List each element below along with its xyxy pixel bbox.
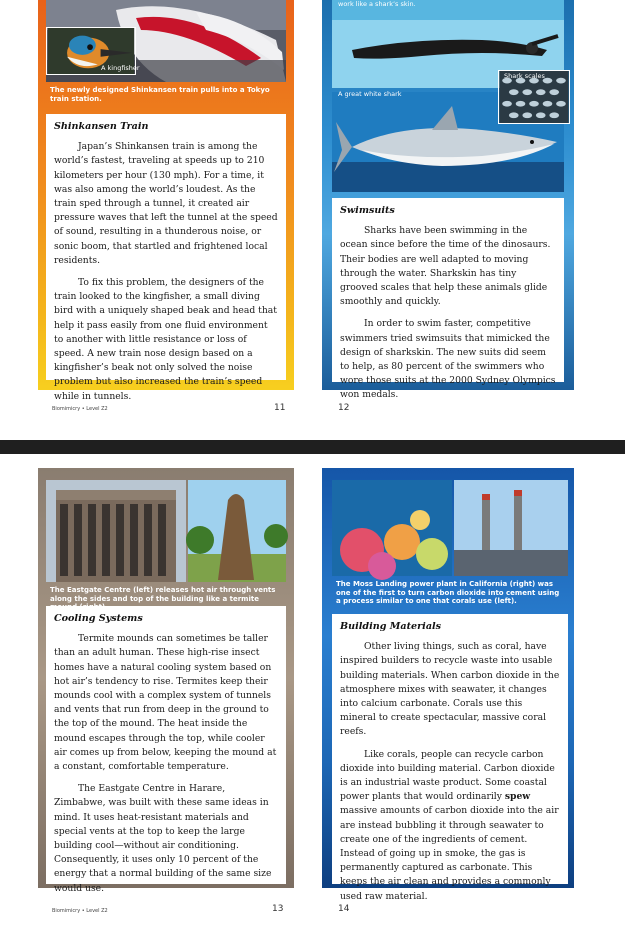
page-14-paragraph-2-start: Like corals, people can recycle carbon dioxide into building material. Carbon dioxide is an industrial waste product. Some coastal power plants that would ordinarily: [340, 748, 555, 803]
page-11-number: 11: [274, 403, 286, 413]
page-12: [322, 0, 574, 401]
page-13: [38, 468, 294, 894]
page-14-paragraph-2-end: massive amounts of carbon dioxide into the air are instead bubbling it through seawater to create one of the ingredients of cement. Instead of going up in smoke, the gas is permanently captured as carbonate. This keeps the air clean and provides a commonly used raw material.: [340, 805, 559, 902]
spread-divider: [0, 440, 625, 454]
page-11-heading: Shinkansen Train: [54, 121, 149, 132]
top-spread: [0, 0, 625, 440]
page-14-paragraph-2: [340, 748, 560, 904]
kingfisher-label: A kingfisher: [101, 64, 140, 72]
page-13-folio: Biomimicry • Level Z2: [52, 908, 108, 914]
page-12-paragraph-1: Sharks have been swimming in the ocean since before the time of the dinosaurs. Their bodies are well adapted to moving through the water. Sharkskin has tiny grooved scales that help these animals glide smoothly and quickly.: [340, 225, 551, 308]
page-13-text-block: [46, 606, 286, 894]
bottom-spread: [0, 454, 625, 935]
eastgate-centre-photo: [46, 480, 186, 582]
page-11-paragraph-2: To fix this problem, the designers of the train looked to the kingfisher, a small diving bird with a uniquely shaped beak and head that help it pass easily from one fluid environment to another with little resistance or loss of speed. A new train nose design based on a kingfisher’s beak not only solved the noise problem but also increased the train’s speed while in tunnels.: [54, 277, 277, 402]
vocabulary-word-spew: spew: [504, 791, 531, 803]
page-13-caption: The Eastgate Centre (left) releases hot air through vents along the sides and top of the building like a termite: [50, 586, 276, 603]
page-11: [38, 0, 294, 402]
page-12-paragraph-2: In order to swim faster, competitive swimmers tried swimsuits that mimicked the design of sharkskin. The new suits did seem to help, as 80 percent of the swimmers who wore those suits at the 2000 Sydney Olympics won medals.: [340, 318, 556, 401]
termite-mound-photo: [188, 480, 286, 582]
page-12-number: 12: [338, 403, 350, 413]
page-12-text-block: [332, 198, 564, 401]
page-11-paragraph-1: Japan’s Shinkansen train is among the world’s fastest, traveling at speeds up to 210 kilometers per hour (130 mph). For a time, it was also among the world’s loudest. As the train sped through a tunnel, it created air pressure waves that left the tunnel at the speed of sound, resulting in a thunderous noise, or sonic boom, that startled and frightened local residents.: [54, 141, 278, 266]
page-14-number: 14: [338, 904, 350, 914]
page-11-folio: Biomimicry • Level Z2: [52, 406, 108, 412]
page-14-text-block: [332, 614, 568, 902]
page-13-paragraph-1: Termite mounds can sometimes be taller than an adult human. These high-rise insect homes have a natural cooling system based on hot air’s tendency to rise. Termites keep their mounds cool with a complex system of tunnels and vents that run from deep in the ground to the top of the mound. The heat inside the mound escapes through the top, while cooler air comes up from below, keeping the mound at a constant, comfortable temperature.: [54, 633, 277, 773]
great-white-shark-label: A great white shark: [338, 90, 402, 98]
page-14-paragraph-1: Other living things, such as coral, have inspired builders to recycle waste into usable building materials. When carbon dioxide in the atmosphere mixes with seawater, it changes into calcium carbonate. Corals use this mineral to create spectacular, massive coral reefs.: [340, 641, 560, 738]
moss-landing-power-plant-photo: [454, 480, 568, 576]
shark-scales-label: Shark scales: [504, 72, 545, 80]
page-14-heading: Building Materials: [340, 621, 442, 632]
page-12-top-caption: work like a shark’s skin.: [338, 0, 416, 8]
page-14-caption: The Moss Landing power plant in California (right) was one of the first to turn carbon dioxide into cement using a process similar to one that corals use (left).: [336, 580, 560, 605]
page-13-heading: Cooling Systems: [54, 613, 143, 624]
page-13-paragraph-2: The Eastgate Centre in Harare, Zimbabwe, was built with these same ideas in mind. It uses heat-resistant materials and special vents at the top to keep the large building cool—without air conditioning. Consequently, it uses only 10 percent of the energy that a normal building of the same size would use.: [54, 783, 272, 894]
page-11-caption: The newly designed Shinkansen train pulls into a Tokyo train station.: [50, 86, 270, 103]
page-14: [322, 468, 574, 902]
page-13-number: 13: [272, 904, 284, 914]
page-11-text-block: [46, 114, 286, 402]
page-12-heading: Swimsuits: [340, 205, 395, 216]
coral-reef-photo: [332, 480, 452, 576]
